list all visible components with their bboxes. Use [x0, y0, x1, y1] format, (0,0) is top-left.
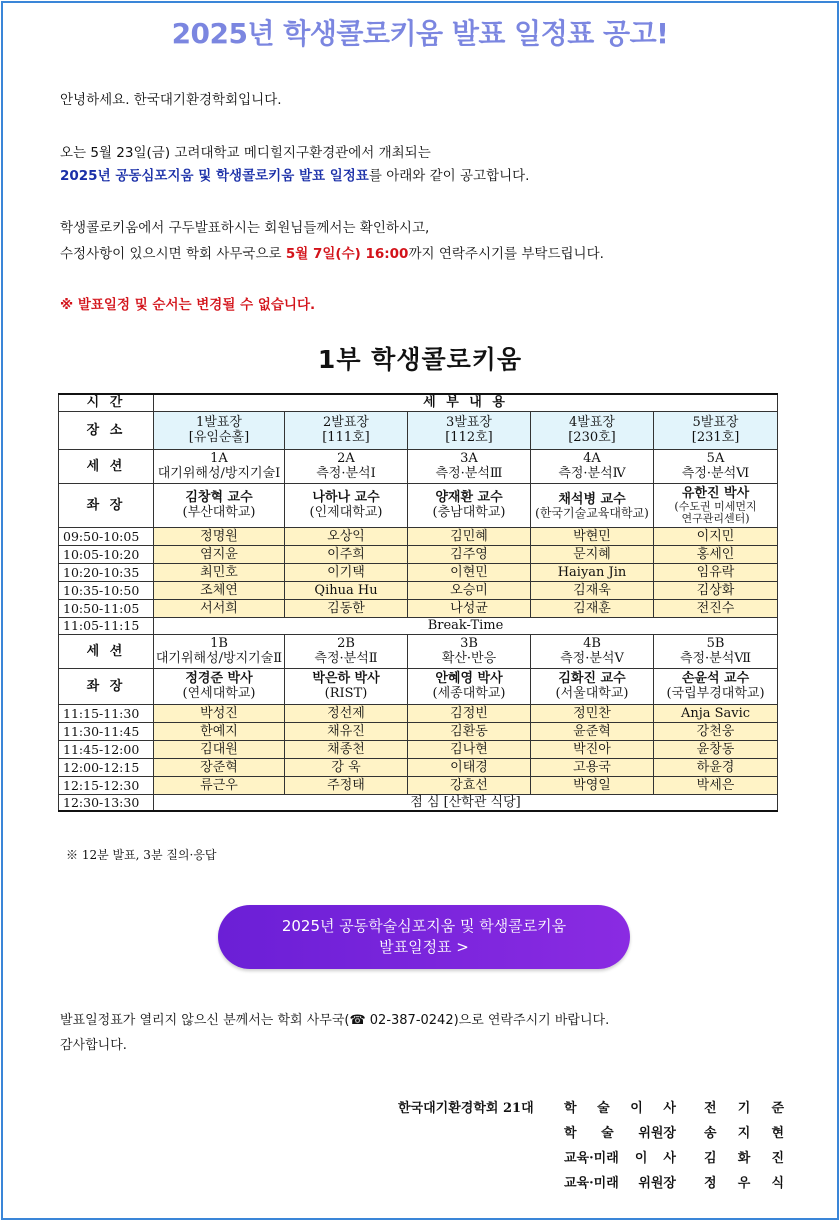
session-cell: [408, 449, 531, 483]
venue-cell: [285, 411, 408, 449]
label-venue: 장 소: [59, 411, 154, 449]
venue-cell: [654, 411, 778, 449]
signature-org: 한국대기환경학회 21대: [398, 1101, 534, 1116]
table-row: [59, 599, 778, 617]
intro-line-4: [60, 244, 604, 264]
session-code: 4B: [583, 636, 601, 651]
lunch-label: 점 심 [산학관 식당]: [154, 794, 778, 811]
lunch-time: 12:30-13:30: [59, 794, 154, 811]
intro-line-2-rest: 를 아래와 같이 공고합니다.: [368, 168, 530, 184]
session-code: 2B: [337, 636, 355, 651]
venue-name: 3발표장: [446, 415, 492, 430]
chair-name: 유한진 박사: [681, 485, 750, 501]
session-code: 1A: [210, 451, 228, 466]
page-title: 2025년 학생콜로키움 발표 일정표 공고!: [171, 17, 669, 50]
chair-affiliation: (연세대학교): [182, 686, 256, 701]
chair-affiliation: (한국기술교육대학교): [535, 505, 649, 520]
presenter-cell: Anja Savic: [654, 704, 778, 722]
chair-name: 채석병 교수: [558, 491, 626, 507]
time-slot: 09:50-10:05: [59, 527, 154, 545]
session-cell: [654, 449, 778, 483]
session-topic: 측정·분석Ⅱ: [314, 651, 378, 666]
presenter-cell: 고용국: [531, 758, 654, 776]
chair-affiliation: (국립부경대학교): [666, 686, 765, 701]
chair-name: 박은하 박사: [312, 671, 380, 686]
signature-name: 송 지 현: [704, 1126, 784, 1141]
venue-name: 4발표장: [569, 415, 615, 430]
session-code: 2A: [337, 451, 355, 466]
venue-room: [유임순홀]: [188, 430, 250, 445]
signature-role: 교육·미래 이 사: [564, 1151, 676, 1166]
break-time: 11:05-11:15: [59, 617, 154, 634]
chair-affiliation: (부산대학교): [182, 505, 256, 520]
session-cell: [285, 449, 408, 483]
presenter-cell: 류근우: [154, 776, 285, 794]
label-chair: 좌 장: [59, 483, 154, 527]
presenter-cell: 오승미: [408, 581, 531, 599]
section-title: 1부 학생콜로키움: [317, 345, 523, 374]
chair-name: 김창혁 교수: [185, 490, 253, 505]
presenter-cell: 이기택: [285, 563, 408, 581]
session-cell: [531, 634, 654, 668]
presenter-cell: Haiyan Jin: [531, 563, 654, 581]
presenter-cell: 정명원: [154, 527, 285, 545]
session-code: 3B: [460, 636, 478, 651]
chair-cell: [154, 668, 285, 704]
table-row: [59, 704, 778, 722]
thanks: 감사합니다.: [60, 1038, 127, 1053]
venue-cell: [531, 411, 654, 449]
contact-line: 발표일정표가 열리지 않으신 분께서는 학회 사무국(☎ 02-387-0242)으로 연락주시기 바랍니다.: [60, 1013, 610, 1028]
time-slot: 10:20-10:35: [59, 563, 154, 581]
chair-cell: [654, 668, 778, 704]
session-topic: 측정·분석Ⅲ: [435, 466, 503, 481]
table-row: [59, 776, 778, 794]
presenter-cell: 김주영: [408, 545, 531, 563]
header-time: 시 간: [59, 394, 154, 411]
presenter-cell: 채유진: [285, 722, 408, 740]
intro-line-4-pre: 수정사항이 있으시면 학회 사무국으로: [60, 246, 286, 262]
chair-cell: [154, 483, 285, 527]
session-topic: 확산·반응: [441, 651, 497, 666]
time-slot: 10:05-10:20: [59, 545, 154, 563]
label-session: 세 션: [59, 634, 154, 668]
presenter-cell: 강 욱: [285, 758, 408, 776]
presenter-cell: 강효선: [408, 776, 531, 794]
presenter-cell: 김정빈: [408, 704, 531, 722]
presenter-cell: 홍세인: [654, 545, 778, 563]
session-topic: 대기위해성/방지기술Ⅰ: [157, 466, 281, 481]
presenter-cell: 강천웅: [654, 722, 778, 740]
rows-part-1: [59, 527, 778, 617]
chair-affiliation: (세종대학교): [432, 686, 506, 701]
chair-affiliation: (서울대학교): [555, 686, 629, 701]
venue-name: 1발표장: [196, 415, 242, 430]
time-slot: 10:35-10:50: [59, 581, 154, 599]
signature-row: [564, 1172, 784, 1191]
presenter-cell: 정민찬: [531, 704, 654, 722]
rows-part-2: [59, 704, 778, 794]
session-code: 5B: [706, 636, 725, 651]
table-row: [59, 563, 778, 581]
button-line-1: 2025년 공동학술심포지움 및 학생콜로키움: [281, 917, 567, 935]
presenter-cell: 임유락: [654, 563, 778, 581]
table-row: [59, 581, 778, 599]
presenter-cell: 염지윤: [154, 545, 285, 563]
presenter-cell: 전진수: [654, 599, 778, 617]
presenter-cell: 최민호: [154, 563, 285, 581]
signature-role: 학 술 이 사: [564, 1101, 676, 1116]
signature-name: 김 화 진: [704, 1151, 784, 1166]
presenter-cell: 조체연: [154, 581, 285, 599]
intro-line-4-post: 까지 연락주시기를 부탁드립니다.: [408, 246, 604, 262]
chair-cell: [531, 668, 654, 704]
presenter-cell: 한예지: [154, 722, 285, 740]
chair-cell: [531, 483, 654, 527]
intro-highlight: 2025년 공동심포지움 및 학생콜로키움 발표 일정표: [60, 168, 369, 184]
label-chair: 좌 장: [59, 668, 154, 704]
chair-affiliation: (수도권 미세먼지: [674, 499, 757, 513]
session-cell: [531, 449, 654, 483]
time-slot: 11:30-11:45: [59, 722, 154, 740]
chair-name: 손윤석 교수: [681, 671, 750, 686]
signature-row: [564, 1122, 784, 1141]
session-cell: [285, 634, 408, 668]
signature-role: 교육·미래 위원장: [564, 1176, 676, 1191]
presenter-cell: 박현민: [531, 527, 654, 545]
venue-name: 2발표장: [323, 415, 369, 430]
venue-room: [111호]: [322, 430, 370, 445]
chair-cell: [285, 668, 408, 704]
chair-cell: [285, 483, 408, 527]
presenter-cell: 서서희: [154, 599, 285, 617]
chair-affiliation: 연구관리센터): [681, 511, 750, 525]
session-topic: 대기위해성/방지기술Ⅱ: [155, 651, 283, 666]
venue-name: 5발표장: [692, 415, 739, 430]
chair-name: 나하나 교수: [312, 490, 380, 505]
session-code: 1B: [210, 636, 228, 651]
presenter-cell: 김나현: [408, 740, 531, 758]
session-topic: 측정·분석Ⅵ: [681, 466, 750, 481]
session-cell: [154, 449, 285, 483]
table-row: [59, 722, 778, 740]
session-cell: [154, 634, 285, 668]
session-cell: [408, 634, 531, 668]
venue-cell: [154, 411, 285, 449]
presenter-cell: 윤창동: [654, 740, 778, 758]
chair-affiliation: (RIST): [324, 686, 368, 701]
greeting: 안녕하세요. 한국대기환경학회입니다.: [60, 92, 282, 108]
signature-row: [564, 1097, 784, 1116]
venue-room: [231호]: [691, 430, 740, 445]
presenter-cell: 김재욱: [531, 581, 654, 599]
presenter-cell: 장준혁: [154, 758, 285, 776]
chair-name: 안혜영 박사: [435, 671, 503, 686]
session-topic: 측정·분석Ⅶ: [679, 651, 752, 666]
venue-room: [112호]: [445, 430, 493, 445]
intro-line-3: 학생콜로키움에서 구두발표하시는 회원님들께서는 확인하시고,: [60, 220, 430, 236]
time-slot: 11:45-12:00: [59, 740, 154, 758]
session-topic: 측정·분석Ⅳ: [558, 466, 626, 481]
presenter-cell: 박진아: [531, 740, 654, 758]
button-line-2: 발표일정표 >: [379, 938, 469, 956]
presenter-cell: 박영일: [531, 776, 654, 794]
session-topic: 측정·분석Ⅴ: [560, 651, 624, 666]
signature-name: 정 우 식: [704, 1176, 784, 1191]
chair-cell: [654, 483, 778, 527]
table-row: [59, 740, 778, 758]
presenter-cell: 박세은: [654, 776, 778, 794]
intro-line-2: [60, 166, 529, 186]
chair-name: 정경준 박사: [185, 671, 253, 686]
presenter-cell: 채종천: [285, 740, 408, 758]
presenter-cell: 김동한: [285, 599, 408, 617]
label-session: 세 션: [59, 449, 154, 483]
presenter-cell: 이태경: [408, 758, 531, 776]
chair-name: 양재환 교수: [435, 490, 503, 505]
chair-affiliation: (충남대학교): [432, 505, 506, 520]
presenter-cell: 오상익: [285, 527, 408, 545]
intro-line-1: 오는 5월 23일(금) 고려대학교 메디힐지구환경관에서 개최되는: [60, 145, 431, 161]
presenter-cell: 김민혜: [408, 527, 531, 545]
presenter-cell: 나성균: [408, 599, 531, 617]
presenter-cell: 이현민: [408, 563, 531, 581]
schedule-link-button[interactable]: [218, 905, 630, 969]
presentation-note: ※ 12분 발표, 3분 질의·응답: [66, 848, 217, 862]
presenter-cell: 이주희: [285, 545, 408, 563]
warning-notice: ※ 발표일정 및 순서는 변경될 수 없습니다.: [60, 297, 316, 313]
table-row: [59, 545, 778, 563]
venue-room: [230호]: [568, 430, 616, 445]
venue-cell: [408, 411, 531, 449]
signature-name: 전 기 준: [704, 1101, 784, 1116]
session-code: 3A: [460, 451, 478, 466]
presenter-cell: 윤준혁: [531, 722, 654, 740]
session-topic: 측정·분석Ⅰ: [316, 466, 376, 481]
presenter-cell: 김대원: [154, 740, 285, 758]
presenter-cell: 김상화: [654, 581, 778, 599]
presenter-cell: 주정태: [285, 776, 408, 794]
signature-row: [564, 1147, 784, 1166]
presenter-cell: 정선제: [285, 704, 408, 722]
presenter-cell: 이지민: [654, 527, 778, 545]
presenter-cell: Qihua Hu: [285, 581, 408, 599]
deadline: 5월 7일(수) 16:00: [285, 246, 409, 262]
chair-cell: [408, 483, 531, 527]
presenter-cell: 박성진: [154, 704, 285, 722]
time-slot: 12:15-12:30: [59, 776, 154, 794]
session-cell: [654, 634, 778, 668]
chair-affiliation: (인제대학교): [309, 505, 383, 520]
presenter-cell: 김환동: [408, 722, 531, 740]
session-code: 5A: [706, 451, 725, 466]
schedule-table: [58, 393, 778, 812]
table-row: [59, 527, 778, 545]
break-label: Break-Time: [154, 617, 778, 634]
chair-name: 김화진 교수: [558, 671, 626, 686]
session-code: 4A: [583, 451, 601, 466]
presenter-cell: 문지혜: [531, 545, 654, 563]
presenter-cell: 김재훈: [531, 599, 654, 617]
chair-cell: [408, 668, 531, 704]
presenter-cell: 하윤경: [654, 758, 778, 776]
time-slot: 11:15-11:30: [59, 704, 154, 722]
table-row: [59, 758, 778, 776]
signature-role: 학 술 위원장: [564, 1126, 676, 1141]
time-slot: 12:00-12:15: [59, 758, 154, 776]
time-slot: 10:50-11:05: [59, 599, 154, 617]
header-detail: 세 부 내 용: [154, 394, 778, 411]
